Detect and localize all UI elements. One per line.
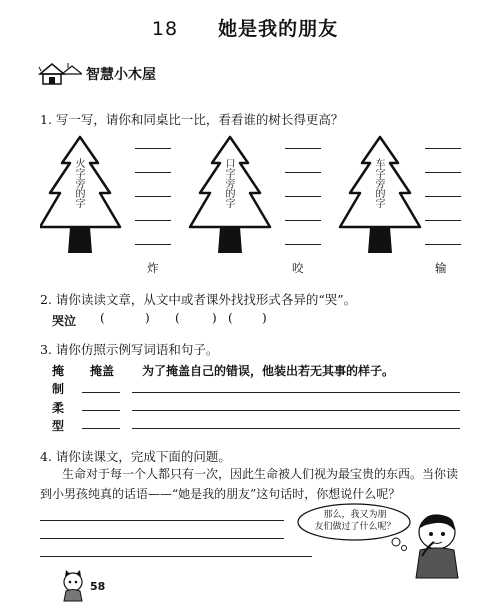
q3-prompt: 3. 请你仿照示例写词语和句子。 (40, 342, 219, 357)
answer-blank[interactable] (285, 220, 321, 221)
paren-close: ) (212, 311, 217, 325)
q3-row-char: 柔 (52, 401, 65, 415)
tree-1-base-char: 炸 (147, 261, 159, 275)
answer-blank[interactable] (285, 244, 321, 245)
cat-mascot-icon (60, 570, 86, 602)
answer-blank[interactable] (425, 148, 461, 149)
answer-blank[interactable] (425, 244, 461, 245)
paren-open: ( (100, 311, 105, 325)
q4-paragraph-line-1: 生命对于每一个人都只有一次，因此生命被人们视为最宝贵的东西。当你读 (62, 467, 459, 481)
tree-3-text: 车字旁的字 (373, 158, 384, 208)
answer-blank[interactable] (425, 196, 461, 197)
answer-blank[interactable] (425, 172, 461, 173)
q4-paragraph-line-2: 到小男孩纯真的话语——“她是我的朋友”这句话时，你想说什么呢？ (40, 487, 401, 501)
sentence-blank[interactable] (132, 428, 460, 429)
tree-diagram (40, 135, 470, 275)
bubble-line-2: 友们做过了什么呢？ (314, 522, 396, 532)
word-blank[interactable] (82, 392, 120, 393)
q3-example-sentence: 为了掩盖自己的错误，他装出若无其事的样子。 (142, 364, 395, 378)
bubble-text (300, 509, 410, 533)
answer-line[interactable] (40, 520, 284, 521)
word-blank[interactable] (82, 410, 120, 411)
q3-example-char: 掩 (52, 364, 65, 378)
tree-2-text: 口字旁的字 (223, 158, 234, 208)
q3-row-char: 制 (52, 382, 65, 396)
q3-example-word: 掩盖 (90, 364, 115, 378)
section-label: 智慧小木屋 (86, 67, 156, 83)
section-header (38, 62, 156, 86)
lesson-title: 她是我的朋友 (218, 18, 339, 40)
q1-prompt: 1. 写一写，请你和同桌比一比，看看谁的树长得更高？ (40, 112, 344, 127)
cottage-icon (38, 62, 82, 86)
paren-open: ( (228, 311, 233, 325)
page-number: 58 (90, 580, 106, 593)
sentence-blank[interactable] (132, 392, 460, 393)
answer-blank[interactable] (135, 196, 171, 197)
answer-blank[interactable] (285, 172, 321, 173)
q3-row-char: 型 (52, 419, 65, 433)
answer-line[interactable] (40, 556, 312, 557)
answer-blank[interactable] (425, 220, 461, 221)
paren-close: ) (145, 311, 150, 325)
paren-open: ( (175, 311, 180, 325)
tree-2-base-char: 咬 (292, 261, 304, 275)
word-blank[interactable] (82, 428, 120, 429)
lesson-number: 18 (151, 18, 179, 40)
tree-1-text: 火字旁的字 (73, 158, 84, 208)
answer-blank[interactable] (285, 148, 321, 149)
sentence-blank[interactable] (132, 410, 460, 411)
boy-illustration (410, 512, 465, 580)
tree-3-base-char: 输 (435, 261, 447, 275)
q2-prompt: 2. 请你读读文章，从文中或者课外找找形式各异的“哭”。 (40, 292, 357, 307)
q4-prompt: 4. 请你读课文，完成下面的问题。 (40, 449, 231, 464)
q2-example: 哭泣 (52, 314, 77, 328)
answer-blank[interactable] (135, 244, 171, 245)
answer-blank[interactable] (135, 172, 171, 173)
page-title (0, 14, 490, 41)
answer-blank[interactable] (135, 148, 171, 149)
paren-close: ) (262, 311, 267, 325)
answer-line[interactable] (40, 538, 284, 539)
answer-blank[interactable] (285, 196, 321, 197)
answer-blank[interactable] (135, 220, 171, 221)
bubble-line-1: 那么，我又为朋 (323, 510, 387, 520)
